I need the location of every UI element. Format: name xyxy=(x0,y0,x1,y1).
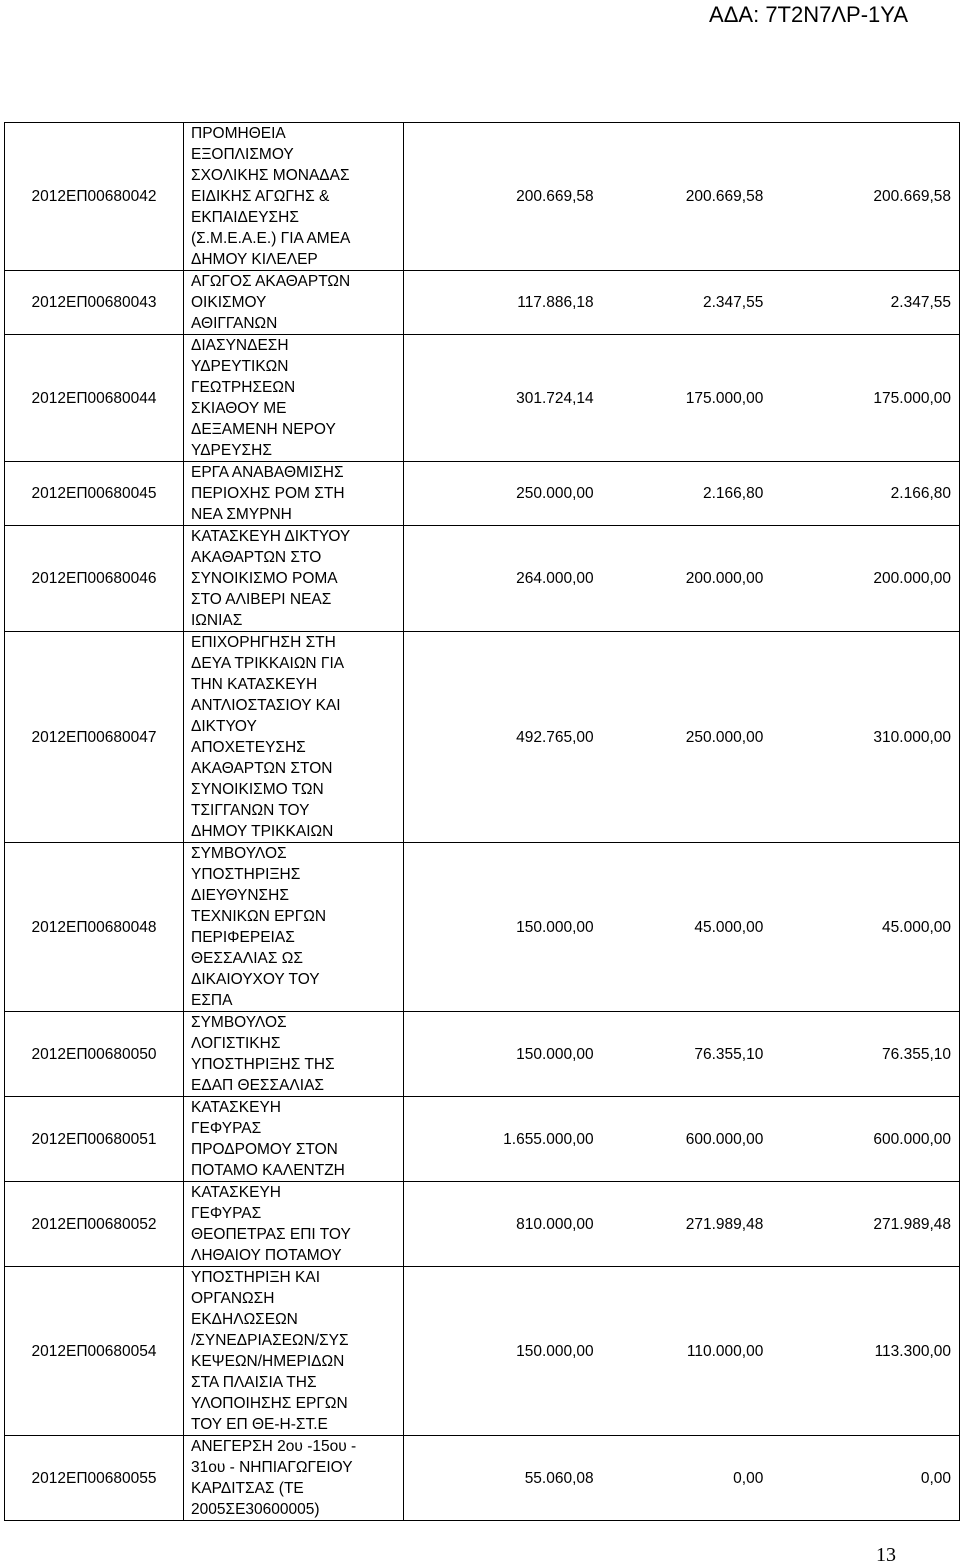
project-code: 2012ΕΠ00680054 xyxy=(5,1267,184,1436)
amounts-cell xyxy=(404,335,960,462)
project-title: ΥΠΟΣΤΗΡΙΞΗ ΚΑΙ ΟΡΓΑΝΩΣΗ ΕΚΔΗΛΩΣΕΩΝ /ΣΥΝΕΔΡΙΑΣΕΩΝ/ΣΥΣ ΚΕΨΕΩΝ/ΗΜΕΡΙΔΩΝ ΣΤΑ ΠΛΑΙΣΙΑ ΤΗΣ ΥΛΟΠΟΙΗΣΗΣ ΕΡΓΩΝ ΤΟΥ ΕΠ ΘΕ-Η-ΣΤ.Ε xyxy=(184,1267,404,1436)
table-row xyxy=(5,1182,960,1267)
ada-code: ΑΔΑ: 7Τ2Ν7ΛΡ-1ΥΑ xyxy=(709,2,908,27)
allocated-amount: 2.166,80 xyxy=(703,485,764,502)
project-code: 2012ΕΠ00680052 xyxy=(5,1182,184,1267)
allocated-amount: 250.000,00 xyxy=(685,728,764,746)
payment-amount: 76.355,10 xyxy=(882,1045,951,1063)
table-row xyxy=(5,526,960,632)
allocated-amount: 110.000,00 xyxy=(686,1342,764,1360)
table-row xyxy=(5,271,960,335)
total-budget-amount: 55.060,08 xyxy=(524,1469,594,1487)
project-title: ΠΡΟΜΗΘΕΙΑ ΕΞΟΠΛΙΣΜΟΥ ΣΧΟΛΙΚΗΣ ΜΟΝΑΔΑΣ ΕΙΔΙΚΗΣ ΑΓΩΓΗΣ & ΕΚΠΑΙΔΕΥΣΗΣ (Σ.Μ.Ε.Α.Ε.) ΓΙΑ ΑΜΕΑ ΔΗΜΟΥ ΚΙΛΕΛΕΡ xyxy=(184,123,404,271)
project-code: 2012ΕΠ00680050 xyxy=(5,1012,184,1097)
total-budget-amount: 150.000,00 xyxy=(516,1045,594,1063)
total-budget-amount: 250.000,00 xyxy=(516,485,594,502)
amounts-cell xyxy=(404,1012,960,1097)
amounts-row xyxy=(404,1341,951,1362)
payment-amount: 271.989,48 xyxy=(873,1215,951,1233)
project-code: 2012ΕΠ00680045 xyxy=(5,462,184,526)
allocated-amount: 600.000,00 xyxy=(685,1130,764,1148)
project-title: ΚΑΤΑΣΚΕΥΗ ΓΕΦΥΡΑΣ ΠΡΟΔΡΟΜΟΥ ΣΤΟΝ ΠΟΤΑΜΟ ΚΑΛΕΝΤΖΗ xyxy=(184,1097,404,1182)
payment-amount: 200.669,58 xyxy=(873,188,951,205)
project-code: 2012ΕΠ00680042 xyxy=(5,123,184,271)
total-budget-amount: 1.655.000,00 xyxy=(503,1130,594,1148)
total-budget-amount: 150.000,00 xyxy=(516,1342,594,1360)
payment-amount: 310.000,00 xyxy=(873,728,951,746)
payment-amount: 45.000,00 xyxy=(882,918,951,936)
allocated-amount: 200.669,58 xyxy=(685,188,764,205)
project-title: ΔΙΑΣΥΝΔΕΣΗ ΥΔΡΕΥΤΙΚΩΝ ΓΕΩΤΡΗΣΕΩΝ ΣΚΙΑΘΟΥ ΜΕ ΔΕΞΑΜΕΝΗ ΝΕΡΟΥ ΥΔΡΕΥΣΗΣ xyxy=(184,335,404,462)
project-code: 2012ΕΠ00680044 xyxy=(5,335,184,462)
table-row xyxy=(5,1097,960,1182)
amounts-row xyxy=(404,568,951,589)
project-code: 2012ΕΠ00680046 xyxy=(5,526,184,632)
amounts-cell xyxy=(404,632,960,843)
amounts-row xyxy=(404,1044,951,1065)
project-code: 2012ΕΠ00680048 xyxy=(5,843,184,1012)
amounts-row xyxy=(404,1129,951,1150)
total-budget-amount: 150.000,00 xyxy=(516,918,594,936)
project-title: ΑΝΕΓΕΡΣΗ 2ου -15ου - 31ου - ΝΗΠΙΑΓΩΓΕΙΟΥ ΚΑΡΔΙΤΣΑΣ (ΤΕ 2005ΣΕ30600005) xyxy=(184,1436,404,1521)
payment-amount: 175.000,00 xyxy=(873,389,951,407)
project-code: 2012ΕΠ00680055 xyxy=(5,1436,184,1521)
amounts-row xyxy=(404,292,951,313)
project-title: ΑΓΩΓΟΣ ΑΚΑΘΑΡΤΩΝ ΟΙΚΙΣΜΟΥ ΑΘΙΓΓΑΝΩΝ xyxy=(184,271,404,335)
allocated-amount: 175.000,00 xyxy=(685,389,764,407)
amounts-cell xyxy=(404,1097,960,1182)
amounts-cell xyxy=(404,1267,960,1436)
project-code: 2012ΕΠ00680043 xyxy=(5,271,184,335)
amounts-cell xyxy=(404,1182,960,1267)
payment-amount: 200.000,00 xyxy=(873,570,951,587)
amounts-row xyxy=(404,388,951,409)
table-row xyxy=(5,1436,960,1521)
total-budget-amount: 492.765,00 xyxy=(516,728,594,746)
project-title: ΣΥΜΒΟΥΛΟΣ ΛΟΓΙΣΤΙΚΗΣ ΥΠΟΣΤΗΡΙΞΗΣ ΤΗΣ ΕΔΑΠ ΘΕΣΣΑΛΙΑΣ xyxy=(184,1012,404,1097)
table-row xyxy=(5,123,960,271)
amounts-cell xyxy=(404,843,960,1012)
amounts-cell xyxy=(404,462,960,526)
project-title: ΚΑΤΑΣΚΕΥΗ ΓΕΦΥΡΑΣ ΘΕΟΠΕΤΡΑΣ ΕΠΙ ΤΟΥ ΛΗΘΑΙΟΥ ΠΟΤΑΜΟΥ xyxy=(184,1182,404,1267)
amounts-row xyxy=(404,917,951,938)
amounts-row xyxy=(404,483,951,504)
payment-amount: 113.300,00 xyxy=(874,1342,951,1360)
table-row xyxy=(5,1267,960,1436)
total-budget-amount: 117.886,18 xyxy=(517,294,594,311)
total-budget-amount: 810.000,00 xyxy=(516,1215,594,1233)
project-code: 2012ΕΠ00680047 xyxy=(5,632,184,843)
allocated-amount: 200.000,00 xyxy=(685,570,764,587)
payment-amount: 2.347,55 xyxy=(890,294,951,311)
payment-amount: 600.000,00 xyxy=(873,1130,951,1148)
page-number: 13 xyxy=(876,1544,896,1566)
payment-amount: 0,00 xyxy=(920,1469,951,1487)
total-budget-amount: 264.000,00 xyxy=(516,570,594,587)
total-budget-amount: 200.669,58 xyxy=(516,188,594,205)
table-row xyxy=(5,462,960,526)
project-title: ΕΡΓΑ ΑΝΑΒΑΘΜΙΣΗΣ ΠΕΡΙΟΧΗΣ ΡΟΜ ΣΤΗ ΝΕΑ ΣΜΥΡΝΗ xyxy=(184,462,404,526)
projects-table xyxy=(4,122,960,1521)
project-title: ΣΥΜΒΟΥΛΟΣ ΥΠΟΣΤΗΡΙΞΗΣ ΔΙΕΥΘΥΝΣΗΣ ΤΕΧΝΙΚΩΝ ΕΡΓΩΝ ΠΕΡΙΦΕΡΕΙΑΣ ΘΕΣΣΑΛΙΑΣ ΩΣ ΔΙΚΑΙΟΥΧΟΥ ΤΟΥ ΕΣΠΑ xyxy=(184,843,404,1012)
project-title: ΚΑΤΑΣΚΕΥΗ ΔΙΚΤΥΟΥ ΑΚΑΘΑΡΤΩΝ ΣΤΟ ΣΥΝΟΙΚΙΣΜΟ ΡΟΜΑ ΣΤΟ ΑΛΙΒΕΡΙ ΝΕΑΣ ΙΩΝΙΑΣ xyxy=(184,526,404,632)
table-row xyxy=(5,632,960,843)
table-row xyxy=(5,843,960,1012)
allocated-amount: 76.355,10 xyxy=(694,1045,764,1063)
amounts-row xyxy=(404,1214,951,1235)
allocated-amount: 271.989,48 xyxy=(685,1215,764,1233)
amounts-cell xyxy=(404,123,960,271)
total-budget-amount: 301.724,14 xyxy=(516,389,594,407)
payment-amount: 2.166,80 xyxy=(890,485,951,502)
amounts-cell xyxy=(404,271,960,335)
allocated-amount: 0,00 xyxy=(733,1469,764,1487)
amounts-cell xyxy=(404,1436,960,1521)
table-row xyxy=(5,1012,960,1097)
project-title: ΕΠΙΧΟΡΗΓΗΣΗ ΣΤΗ ΔΕΥΑ ΤΡΙΚΚΑΙΩΝ ΓΙΑ ΤΗΝ ΚΑΤΑΣΚΕΥΗ ΑΝΤΛΙΟΣΤΑΣΙΟΥ ΚΑΙ ΔΙΚΤΥΟΥ ΑΠΟΧΕΤΕΥΣΗΣ ΑΚΑΘΑΡΤΩΝ ΣΤΟΝ ΣΥΝΟΙΚΙΣΜΟ ΤΩΝ ΤΣΙΓΓΑΝΩΝ ΤΟΥ ΔΗΜΟΥ ΤΡΙΚΚΑΙΩΝ xyxy=(184,632,404,843)
table-row xyxy=(5,335,960,462)
allocated-amount: 45.000,00 xyxy=(694,918,764,936)
projects-table-body xyxy=(5,123,960,1521)
amounts-row xyxy=(404,727,951,748)
amounts-cell xyxy=(404,526,960,632)
allocated-amount: 2.347,55 xyxy=(703,294,764,311)
amounts-row xyxy=(404,1468,951,1489)
amounts-row xyxy=(404,186,951,207)
project-code: 2012ΕΠ00680051 xyxy=(5,1097,184,1182)
